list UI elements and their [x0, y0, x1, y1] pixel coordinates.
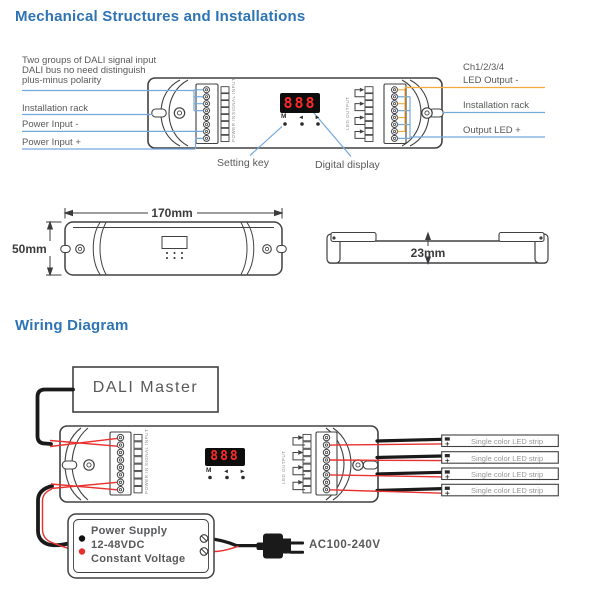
right-key[interactable]: ▸ — [315, 113, 319, 121]
power-supply-label-line1: Power Supply — [91, 524, 168, 537]
led-strip-label: Single color LED strip — [470, 486, 544, 496]
callout-power-input-plus: Power Input + — [22, 137, 81, 148]
setting-keys-row-wiring — [206, 467, 244, 475]
power-supply-label-line2: 12-48VDC — [91, 538, 145, 551]
callout-power-input-minus: Power Input - — [22, 119, 79, 130]
digital-display-value: 888 — [280, 93, 320, 113]
power-in-terminal-label: POWER IN — [230, 115, 236, 142]
callout-output-led-plus: Output LED + — [463, 124, 521, 136]
power-supply-label-line3: Constant Voltage — [91, 552, 186, 565]
callout-dali-input-line3: plus-minus polarity — [22, 74, 102, 86]
setting-keys-row — [281, 113, 319, 121]
mechanical-heading: Mechanical Structures and Installations — [15, 8, 306, 25]
callout-led-output-minus: LED Output - — [463, 75, 519, 86]
ac-voltage-label: AC100-240V — [309, 539, 381, 551]
led-strip-label: Single color LED strip — [470, 470, 544, 479]
callout-dali-input-line1: Two groups of DALI signal input — [22, 54, 157, 66]
dimension-depth-label: 23mm — [410, 245, 446, 260]
digital-display-value-wiring: 888 — [205, 448, 245, 466]
led-output-terminal-label: LED OUTPUT — [345, 96, 350, 130]
led-strip-label: Single color LED strip — [470, 453, 544, 463]
callout-dali-input-line2: DALI bus no need distinguish — [22, 64, 146, 76]
power-in-terminal-label-wiring: POWER IN — [144, 467, 149, 495]
dimension-height-label: 50mm — [12, 242, 47, 256]
led-output-terminal-label-wiring: LED OUTPUT — [280, 450, 286, 484]
left-key[interactable]: ◂ — [299, 113, 303, 121]
ac-plug-icon — [257, 534, 305, 559]
callout-setting-key: Setting key — [217, 157, 269, 169]
right-key[interactable]: ▸ — [240, 467, 244, 475]
dimension-width-label: 170mm — [151, 206, 193, 220]
dimension-front-view — [61, 222, 287, 275]
callout-ch-output: Ch1/2/3/4 — [463, 62, 505, 73]
dali-master-label: DALI Master — [92, 379, 199, 396]
led-strip-label: Single color LED strip — [470, 437, 544, 446]
callout-digital-display: Digital display — [315, 159, 380, 171]
mode-key[interactable]: M — [206, 466, 212, 474]
signal-input-terminal-label-wiring: SIGNAL INPUT — [144, 428, 149, 466]
callout-installation-rack-right: Installation rack — [463, 100, 530, 111]
left-key[interactable]: ◂ — [224, 467, 228, 475]
signal-input-terminal-label: SIGNAL INPUT — [230, 77, 236, 115]
callout-installation-rack-left: Installation rack — [22, 102, 89, 114]
wiring-heading: Wiring Diagram — [15, 317, 129, 334]
mode-key[interactable]: M — [281, 112, 287, 120]
